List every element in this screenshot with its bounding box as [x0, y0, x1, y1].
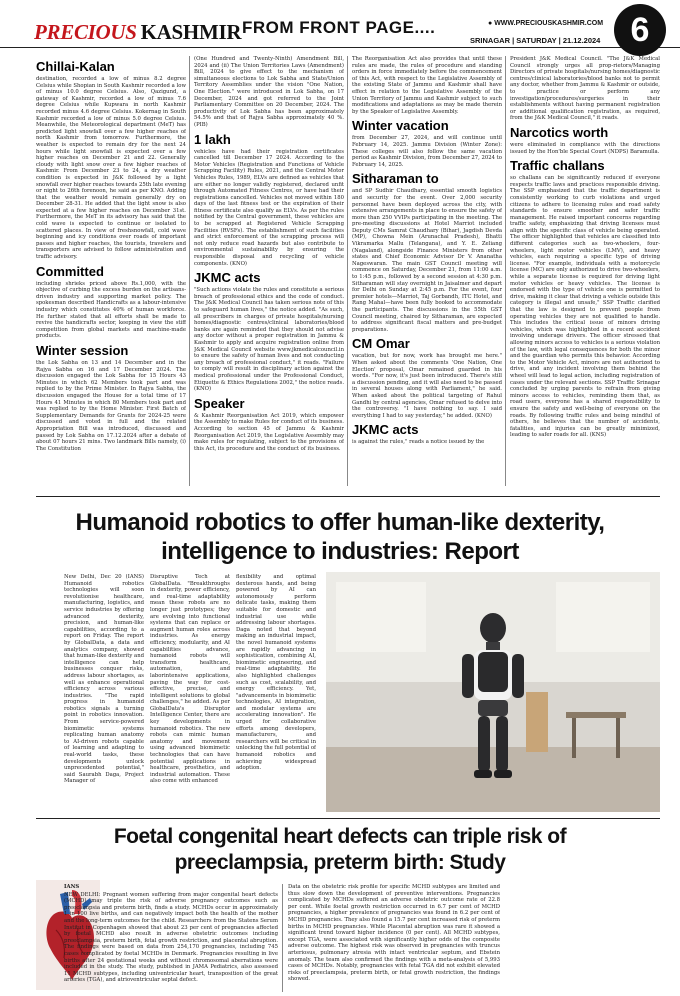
humanoid-robot-photo [326, 572, 660, 812]
headline-narcotics: Narcotics worth [510, 124, 609, 140]
robotics-column-1: New Delhi, Dec 20 (IANS) Humanoid robotics technologies will soon revolutionise healthcare, manufacturing, logistics, and service industries by offering advanced dexterity, precision, and human-like capabilities, according to a report on Friday. The report by GlobalData, a data and analytics company, showed that human-like dexterity and intelligence can help businesses conquer risks, address labour shortages, as well as enhance operational efficiency across various industries. "The rapid progress in humanoid robotics signals a turning point in robotics innovation. From service-powered biomimetic systems replicating human anatomy to AI-driven robots capable of learning and adapting to real-world tasks, these developments unlock unprecedented potential," said Saurabh Daga, Project Manager of [64, 574, 144, 785]
globe-icon: ● [488, 20, 495, 27]
headline-chillai-kalan: Chillai-Kalan [36, 59, 115, 74]
article-text: were eliminated in compliance with the directions issued by the Hon'ble Special Court (NDPS) Baramulla. [510, 141, 660, 155]
robotics-column-3: flexibility and optimal dexterous hands, and being powered by AI can autonomously perform delicate tasks, making them suitable for domestic and industrial use while addressing labour shortages. Daga noted that beyond making an industrial impact, the novel humanoid systems are rapidly advancing in sophistication, combining AI, biomimetic engineering, and real-time adaptability. He also highlighted challenges such as cost, scalability, and energy efficiency. Yet, "advancements in biomimetic technologies, AI integration, and modular systems are accelerating innovation". He urged for collaborative efforts among developers, manufacturers, and researchers will be critical in unlocking the full potential of humanoid robotics and achieving widespread adoption. [236, 574, 316, 772]
article-text: (One Hundred and Twenty-Ninth) Amendment Bill, 2024 and (ii) The Union Territories Laws (Amendment) Bill, 2024 to give effect to the mechanism of simultaneous elections to Lok Sabha and State/Union Territory Assemblies under the vision "One Nation, One Election." were introduced in Lok Sabha, on 17 December, 2024 and got referred to the Joint Parliamentary Committee on 20 December, 2024. The productivity of Lok Sabha has been approximately 54.5% and that of Rajya Sabha approximately 40 %. (PIB) [194, 56, 344, 128]
section-divider [36, 818, 660, 819]
article-text: and SP Sudhir Chaudhary, essential smooth logistics and security for the event. Over 2,000 security personnel have been deployed across the city, with extensive arrangements in place to ensure the safety of more than 250 VVIPs participating in the meeting. The pre-meeting discussions at Hotel Marriot included Deputy CMs Samrat Chaudhary (Bihar), Jagdish Devda (MP), Chowna Mein (Arunachal Pradesh), Bhatti Vikramarka Mallu (Telangana), and Y. E. Zeliang (Nagaland), alongside Finance Ministers from other states and Chief Economic Advisor Dr V. Ananatha Nageswaran. The main GST Council meeting will commence on Saturday, December 21, from 11:00 a.m. to 1:45 p.m., followed by a second session at 4:30 p.m. Sitharaman will stay overnight in Jaisalmer and depart for Delhi on Sunday at 2:45 p.m. For the event, four premier hotels—Marriot, Taj Gorbandh, ITC Hotel, and Rang Mahal—have been fully booked to accommodate the participants. The discussions in the 55th GST Council meeting, chaired by Sitharaman, are expected to address significant fiscal matters and pre-budget preparations. [352, 188, 502, 333]
headline-committed: Committed [36, 263, 104, 279]
column-divider [189, 56, 190, 486]
heart-column-2: Data on the obstetric risk profile for specific MCHD subtypes are limited and thus slow down the development of preventive interventions. Pregnancies complicated by MCHDs suffered an adverse obstetric outcome rate of 22.8 per cent. While foetal growth restriction occurred in 6.7 per cent of MCHD pregnancies, a higher prevalence of pregnancies was found in 6.2 per cent of MCHD pregnancies. They also found a 15.7 per cent increased risk of preterm births in MCHD pregnancies. While Placental abruption was rare it showed a significant trend toward higher incidence (0 per cent). All MCHD subtypes, except TGA, were associated with significantly higher odds of the composite adverse outcome. The highest risk was observed in pregnancies with truncus arteriosus, pulmonary atresia with intact ventricular septum, and Ebstein anomaly. The team also confirmed the findings with a meta-analysis of 5,993 cases of MCHDs. Notably, pregnancies with fetal TGA did not exhibit elevated risks of preeclampsia, preterm birth, or fetal growth restriction, the findings showed. [288, 884, 500, 983]
headline-jkmc-acts-2: JKMC acts [352, 422, 419, 438]
article-text: so challans can be significantly reduced if everyone respects traffic laws and practices responsible driving. The SSP emphasized that the traffic department is consistently working to curb violations and urged citizens to adhere to licensing rules and road safety standards to ensure smoother and safer traffic management. He raised important concerns regarding traffic safety, emphasizing that driving licenses must align with the specific class of vehicle being operated. The officer highlighted that vehicles are classified into different categories such as two-wheelers, four-wheelers, light motor vehicles (LMV), and heavy vehicles, each requiring a specific type of driving license. "For example, individuals with a motorcycle license (MC) are only authorized to drive two-wheelers, while a separate license is required for driving light motor vehicles or heavy vehicles. The license is endorsed with the type of vehicle one is permitted to drive, making it clear that driving a vehicle outside this category is illegal and unsafe," SSP Traffic clarified that the law is designed to prevent people from operating vehicles they are not qualified to handle. This includes the critical issue of minors driving vehicles, which was highlighted in a recent accident involving underage drivers. The officer stressed that allowing minors access to vehicles is a serious violation of the law, with legal consequences for both the minor and the guardian who permits this behavior. According to the Motor Vehicle Act, minors are not authorized to drive, and any incident involving them behind the wheel will lead to legal action, including registration of cases under the relevant sections. SSP Traffic Srinagar concluded by urging parents to refrain from giving minors access to vehicles, reminding them that, as road users, everyone has a shared responsibility to ensure the safety and well-being of everyone on the roads. By following traffic rules and being mindful of others, he believes that the number of accidents, fatalities, and injuries can be greatly minimized, leading to safer roads for all. (KNS) [510, 175, 660, 439]
article-text: President J&K Medical Council. "The J&K Medical Council strongly urges all prop-rietors/Managing Directors of private hospitals/nursing homes/diagnostic centres/clinical laboratories/blood banks not to permit any doctor, whether from Jammu & Kashmir or outside, to practice or perform any investigation/procedures/surgeries in their establishments without having permanent registration or additional qualification registration, as required, from the J&K Medical Council," it reads. [510, 56, 660, 122]
headline-sitharaman: Sitharaman to [352, 171, 439, 187]
masthead [0, 0, 680, 48]
headline-winter-vacation: Winter vacation [352, 118, 449, 134]
headline-cm-omar: CM Omar [352, 336, 410, 352]
headline-traffic-challans: Traffic challans [510, 158, 605, 174]
section-title: FROM FRONT PAGE.... [242, 18, 436, 37]
article-text: "Such actions violate the rules and constitute a serious breach of professional ethics and the code of conduct. The J&K Medical Council has taken serious note of this to safeguard human lives," the notice added. "As such, all prescribers in charges of private hospitals/nursing homes/diagnostic centres/clinical laboratories/blood banks are again reminded that they should not advise any doctor without a proper registration in Jammu & Kashmir to apply and acquire registration online from J&K Medical Council website www.jkmedicalcouncil.in to ensure the safety of human lives and not conducting any breach of professional conduct," it reads. "Failure to comply will result in disciplinary action against the medical professional under the Professional Conduct, Etiquette & Ethics Regulations 2002," the notice reads. (KNO) [194, 287, 344, 393]
heart-column-1 [64, 884, 278, 994]
heart-headline: Foetal congenital heart defects can triple risk of preeclampsia, preterm birth: Study [113, 825, 567, 874]
robotics-headline: Humanoid robotics to offer human-like dexterity, intelligence to industries: Report [75, 509, 605, 565]
column-2 [194, 56, 344, 486]
column-3 [352, 56, 502, 486]
headline-speaker: Speaker [194, 395, 245, 411]
column-4 [510, 56, 660, 486]
article-text: vacation, but for now, work has brought me here." When asked about the comments 'One Nation, One Election' proposal, Omar remained guarded in his words. "For now, it's just been introduced. There's still a discussion pending, and it will also need to be passed in several houses along with Parliament," he said. When asked about the political targeting of Rahul Gandhi by central agencies, Omar refused to delve into the controversy. "I have nothing to say. I said everything I had to say yesterday," he added. (KNO) [352, 353, 502, 419]
page-number: 6 [614, 4, 666, 56]
article-text: NEW DELHI: Pregnant women suffering from major congenital heart defects (MCHD) may triple the risk of adverse pregnancy outcomes such as preeclampsia and preterm birth, finds a study. MCHDs occur in approximately 1 in 100 live births, and can negatively impact both the health of the mother and the long-term outcomes for the child. Researchers from the Statens Serum Institut in Copenhagen showed that about 23 per cent of pregnancies affected by foetal MCHD also result in adverse obstetric outcomes including preeclampsia, preterm birth, fetal growth restriction, and placental abruption. The findings were based on data from 254,170 pregnancies, including 745 cases complicated by foetal MCHDs in Denmark. Pregnancies resulting in live births after 24 gestational weeks and without chromosomal aberrations were included in the study. The study, published in JAMA Pediatrics, also assessed 11 MCHD subtypes, including univentricular heart, transposition of the great arteries (TGA), and atrioventricular septal defect. [64, 891, 278, 984]
column-divider [347, 56, 348, 486]
headline-winter-session: Winter session [36, 342, 129, 358]
article-text: is against the rules," reads a notice issued by the [352, 439, 485, 446]
news-agency: IANS [64, 884, 80, 890]
website: ● WWW.PRECIOUSKASHMIR.COM [488, 20, 604, 27]
newspaper-logo: PRECIOUS KASHMIR [34, 20, 242, 44]
issue-date: SRINAGAR | SATURDAY | 21.12.2024 [470, 36, 601, 45]
article-text: & Kashmir Reorganisation Act 2019, which empower the Assembly to make Rules for conduct of its business. According to section 45 of Jammu & Kashmir Reorganisation Act 2019, the Legislative Assembly may make rules for regulating, subject to the provisions of this Act, its procedure and the conduct of its business. [194, 412, 344, 452]
article-text: destination, recorded a low of minus 8.2 degree Celsius while Shopian in South Kashmir recorded a low of minus 10.0 degree Celsius. Also, Qazigund, a gateway of Kashmir, recorded a low of minus 7.6 degree Celsius while Kupwara in north Kashmir recorded minus 4.6 degree Celsius. Kokernag in South Kashmir recorded a low of minus 5.0 degree Celsius. Meanwhile, the Meteorological department (MeT) has predicted light snowfall over a few higher reaches of north Kashmir from tomorrow. Furthermore, the weather is expected to remain dry for the next 24 hours while light snowfall is expected over a few higher reaches on December 21 and 22. Generally cloudy with light snow over a few higher reaches of Kashmir. From December 23 to 24, a dry weather condition is expected in J&K followed by a light snowfall over higher reaches towards 25th late evening or night to 26th forenoon, he said as per KNO. Adding that the weather would remain generally dry on December 28-31. He added that the light snow is also expected at a few higher reaches on December 31st. Furthermore, the MeT in its advisory has said that the cold wave is expected to continue or isolated to scattered places. In view of freshsnowfall, cold wave beginning and icy conditions over roads of important passes and higher reaches, the tourists, travelers and transporters are advised to follow administration and traffic advisory. [36, 76, 186, 261]
robotics-column-2: Disruptive Tech at GlobalData. "Breakthroughs in dexterity, power efficiency, and real-time adaptability mean these robots are no longer just prototypes; they are evolving into functional systems that can replace or augment human roles across industries. As energy efficiency, modularity, and AI capabilities advance, humanoid robots will transform healthcare, automation, and laborintensive applications, paving the way for cost-effective, precise, and intelligent solutions to global challenges," he added. As per GlobalData's Disruptor Intelligence Center, there are key developments in humanoid robotics. The new robots can mimic human anatomy and movement using advanced biomimetic technologies that can have potential applications in healthcare, prosthetics, and industrial automation. These also come with enhanced [150, 574, 230, 785]
article-text: vehicles have had their registration certificates cancelled till December 17 2024. According to the Motor Vehicles (Registration and Functions of Vehicle Scrapping Facility) Rules, 2021, and the Central Motor Vehicles Rules, 1989, ELVs are defined as vehicles that are either no longer validly registered, declared unfit through Automated Fitness Centres, or have had their registrations cancelled. Vehicles not moved within 180 days of the last fitness test or the expiration of their fitness certificate also qualify as ELVs. As per the rules notified by the Central government, these vehicles are to be scrapped at Registered Vehicle Scrapping Facilities (RVSFs). The establishment of such facilities and strict enforcement of the scrapping process will not only reduce road hazards but also contribute to environmental sustainability by ensuring the responsible disposal and recycling of vehicle components. (KNO) [194, 148, 344, 267]
column-1 [36, 56, 186, 486]
section-divider [36, 496, 660, 497]
column-divider [282, 884, 283, 992]
column-divider [505, 56, 506, 486]
article-text: including shrieks priced above Rs.1,000, with the objective of curbing the excess burden on the artisans-driven industry and supporting market policy. The spokesman described Handicrafts as a labour-intensive industry which constitutes 40% of human workforce. He further stated that all efforts shall be made to revive the handicrafts sector, keeping in view the stiff competition from global markets and machine-made products. [36, 280, 186, 340]
article-text: the Lok Sabha on 13 and 14 December and in the Rajya Sabha on 16 and 17 December 2024. The discussion engaged the Lok Sabha for 15 Hours 43 Minutes in which 62 Members took part and was replied to by the Prime Minister. In Rajya Sabha, the discussion engaged the House for a total time of 17 Hours 41 Minutes in which 80 Members took part and was replied to by the Home Minister. First Batch of Supplementary Demands for Grants for 2024-25 were discussed and voted in full and the related Appropriation Bill was introduced, discussed and passed by Lok Sabha on 17.12.2024 after a debate of about 07 hours 21 mins. Two landmark Bills namely, (i) The Constitution [36, 359, 186, 452]
headline-1-lakh: 1 lakh [194, 131, 231, 147]
article-text: The Reorganisation Act also provides that until these rules are made, the rules of procedure and standing orders in force immediately before the commencement of this Act, with respect to the Legislative Assembly of the existing State of Jammu and Kashmir shall have effect in relation to the Legislative Assembly of the Union Territory of Jammu and Kashmir subject to such modifications and adaptations as may be made therein by the Speaker of Legislative Assembly. [352, 56, 502, 115]
article-text: from December 27, 2024, and will continue until February 14, 2025. Jammu Division (Winter Zone): These colleges will also follow the same vacation period as Kashmir Division, from December 27, 2024 to February 14, 2025. [352, 135, 502, 168]
headline-jkmc-acts: JKMC acts [194, 270, 261, 286]
